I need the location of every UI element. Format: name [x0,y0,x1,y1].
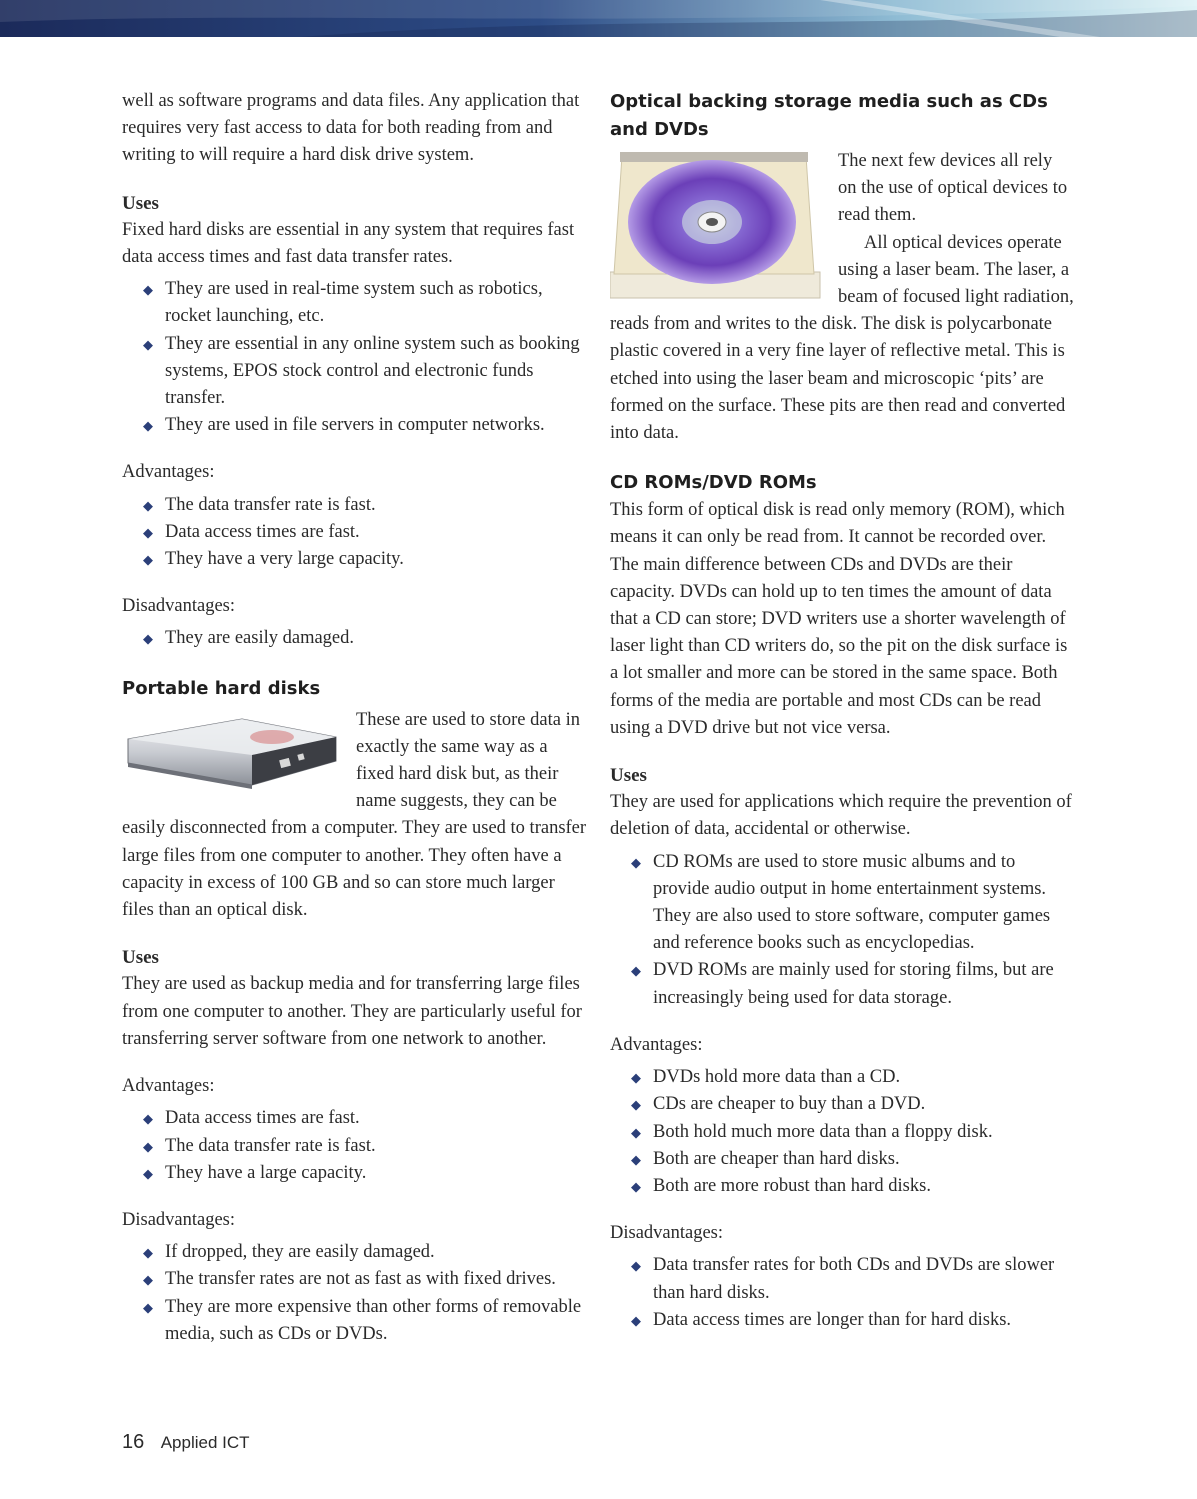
page-number: 16 [122,1431,145,1453]
diamond-bullet-icon: ◆ [143,631,153,647]
optical-storage-heading: Optical backing storage media such as CDs and DVDs [610,91,1048,140]
diamond-bullet-icon: ◆ [631,1312,641,1328]
portable-uses-text: They are used as backup media and for transferring large files from one computer to another. They are particularly useful for transferring server software from one network to another. [122,974,582,1049]
diamond-bullet-icon: ◆ [631,1097,641,1113]
list-item: ◆ Both are more robust than hard disks. [653,1173,1074,1200]
cdrom-uses-heading: Uses [610,765,647,787]
diamond-bullet-icon: ◆ [631,963,641,979]
fixed-uses-text: Fixed hard disks are essential in any system that requires fast data access times and fast data transfer rates. [122,219,575,268]
list-item: ◆ They are more expensive than other forms of removable media, such as CDs or DVDs. [165,1294,588,1348]
list-item: ◆ They have a large capacity. [165,1160,588,1187]
fixed-advantages-list [122,492,588,574]
list-item: ◆ The data transfer rate is fast. [165,1133,588,1160]
right-column [610,88,1074,1334]
portable-hard-disks-heading: Portable hard disks [122,677,321,699]
diamond-bullet-icon: ◆ [143,524,153,540]
list-item: ◆ They are used in file servers in computer networks. [165,412,588,439]
fixed-disadvantages-list [122,625,588,652]
fixed-advantages-heading: Advantages: [122,462,215,483]
portable-description: These are used to store data in exactly the same way as a fixed hard disk but, as their name suggests, they can be easily disconnected from a computer. They are used to transfer large files from one computer to another. They often have a capacity in excess of 100 GB and so can store much larger files than an optical disk. [122,709,587,921]
book-title: Applied ICT [160,1433,250,1452]
portable-advantages-list [122,1105,588,1187]
page-footer [122,1431,250,1454]
list-item: ◆ DVDs hold more data than a CD. [653,1064,1074,1091]
list-item: ◆ They are used in real-time system such as robotics, rocket launching, etc. [165,276,588,330]
list-item: ◆ Data transfer rates for both CDs and DVDs are slower than hard disks. [653,1252,1074,1306]
cdrom-disadvantages-heading: Disadvantages: [610,1223,724,1244]
list-item: ◆ Data access times are fast. [165,1105,588,1132]
cdrom-advantages-list [610,1064,1074,1200]
fixed-uses-list [122,276,588,439]
cdrom-disadvantages-list [610,1252,1074,1334]
list-item: ◆ CD ROMs are used to store music albums and to provide audio output in home entertainment systems. They are also used to store software, computer games and reference books such as encyclopedias. [653,849,1074,958]
top-banner [0,0,1197,37]
optical-description-p1: The next few devices all rely on the use of optical devices to read them. [838,151,1068,226]
portable-advantages-heading: Advantages: [122,1076,215,1097]
list-item: ◆ They are easily damaged. [165,625,588,652]
list-item: ◆ Both hold much more data than a floppy disk. [653,1119,1074,1146]
intro-paragraph: well as software programs and data files. Any application that requires very fast access to data for both reading from and writing to will require a hard disk drive system. [122,91,580,166]
portable-disadvantages-list [122,1239,588,1348]
list-item: ◆ The transfer rates are not as fast as with fixed drives. [165,1266,588,1293]
list-item: ◆ Both are cheaper than hard disks. [653,1146,1074,1173]
diamond-bullet-icon: ◆ [631,1178,641,1194]
diamond-bullet-icon: ◆ [143,1272,153,1288]
diamond-bullet-icon: ◆ [631,1070,641,1086]
cdrom-advantages-heading: Advantages: [610,1034,703,1055]
diamond-bullet-icon: ◆ [631,1151,641,1167]
diamond-bullet-icon: ◆ [143,1299,153,1315]
diamond-bullet-icon: ◆ [143,418,153,434]
diamond-bullet-icon: ◆ [143,1165,153,1181]
portable-disadvantages-heading: Disadvantages: [122,1209,236,1230]
list-item: ◆ Data access times are fast. [165,519,588,546]
diamond-bullet-icon: ◆ [631,1258,641,1274]
dvd-drive-tray-image [610,152,824,300]
list-item: ◆ The data transfer rate is fast. [165,492,588,519]
diamond-bullet-icon: ◆ [631,1124,641,1140]
cdrom-uses-list [610,849,1074,1012]
cdrom-uses-text: They are used for applications which require the prevention of deletion of data, accidental or otherwise. [610,792,1072,840]
cd-dvd-roms-text: This form of optical disk is read only memory (ROM), which means it can only be read from. It cannot be recorded over. The main difference between CDs and DVDs are their capacity. DVDs can hold up to ten times the amount of data that a CD can store; DVD writers use a shorter wavelength of laser light than CD writers do, so the pit on the disk surface is a lot smaller and more can be stored in the same space. Both forms of the media are portable and most CDs can be read using a DVD drive but not vice versa. [610,500,1068,738]
diamond-bullet-icon: ◆ [143,1111,153,1127]
list-item: ◆ They are essential in any online system such as booking systems, EPOS stock control and electronic funds transfer. [165,331,588,413]
diamond-bullet-icon: ◆ [143,497,153,513]
diamond-bullet-icon: ◆ [143,1245,153,1261]
optical-description-p2: All optical devices operate using a laser beam. The laser, a beam of focused light radiation, reads from and writes to the disk. The disk is polycarbonate plastic covered in a very fine layer of reflective metal. This is etched into using the laser beam and microscopic ‘pits’ are formed on the surface. These pits are then read and converted into data. [610,232,1074,444]
list-item: ◆ Data access times are longer than for hard disks. [653,1307,1074,1334]
diamond-bullet-icon: ◆ [631,854,641,870]
portable-uses-heading: Uses [122,947,159,969]
diamond-bullet-icon: ◆ [143,282,153,298]
cd-dvd-roms-heading: CD ROMs/DVD ROMs [610,472,817,494]
diamond-bullet-icon: ◆ [143,336,153,352]
left-column [122,88,588,1348]
diamond-bullet-icon: ◆ [143,1138,153,1154]
list-item: ◆ CDs are cheaper to buy than a DVD. [653,1091,1074,1118]
list-item: ◆ If dropped, they are easily damaged. [165,1239,588,1266]
fixed-disadvantages-heading: Disadvantages: [122,596,236,617]
fixed-uses-heading: Uses [122,192,159,214]
diamond-bullet-icon: ◆ [143,552,153,568]
list-item: ◆ They have a very large capacity. [165,546,588,573]
list-item: ◆ DVD ROMs are mainly used for storing films, but are increasingly being used for data storage. [653,957,1074,1011]
portable-hard-disk-image [122,711,342,789]
